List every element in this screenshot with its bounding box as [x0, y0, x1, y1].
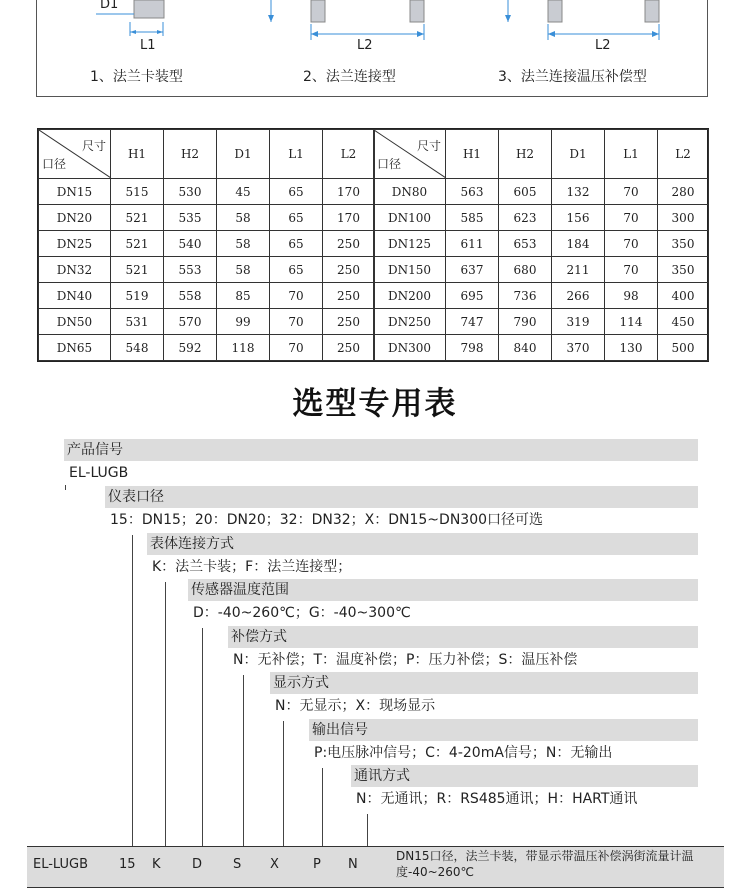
diameter-cell: DN150	[374, 257, 446, 283]
dimension-cell: 548	[111, 335, 164, 361]
diameter-cell: DN15	[39, 179, 111, 205]
dimension-cell: 798	[446, 335, 499, 361]
dimension-cell: 58	[217, 231, 270, 257]
table-body-right	[374, 179, 709, 361]
corner-label-diameter: 口径	[42, 157, 67, 171]
selection-level-options: N：无显示；X：现场显示	[270, 694, 698, 718]
dimension-cell: 250	[323, 231, 375, 257]
table-row	[374, 231, 709, 257]
dimension-cell: 680	[499, 257, 552, 283]
dimension-cell: 558	[164, 283, 217, 309]
example-code-diameter: 15	[119, 857, 136, 872]
dimension-cell: 519	[111, 283, 164, 309]
column-header: D1	[552, 130, 605, 179]
dimension-cell: 500	[658, 335, 709, 361]
diameter-cell: DN300	[374, 335, 446, 361]
dimension-cell: 250	[323, 309, 375, 335]
dimension-cell: 98	[605, 283, 658, 309]
example-code-product: EL-LUGB	[33, 857, 89, 872]
tree-drop-line	[367, 814, 368, 846]
dimension-cell: 65	[270, 205, 323, 231]
table-row	[39, 309, 375, 335]
dimension-cell: 130	[605, 335, 658, 361]
selection-level-options: N：无补偿；T：温度补偿；P：压力补偿；S：温压补偿	[228, 648, 698, 672]
column-header: H1	[111, 130, 164, 179]
dimension-cell: 623	[499, 205, 552, 231]
dimension-cell: 65	[270, 257, 323, 283]
diagram-flange-compensation-type	[505, 0, 659, 40]
diameter-cell: DN125	[374, 231, 446, 257]
table-row	[374, 309, 709, 335]
selection-level-label: 输出信号	[309, 719, 698, 741]
dimension-cell: 540	[164, 231, 217, 257]
table-row	[374, 205, 709, 231]
column-header: H1	[446, 130, 499, 179]
column-header: L1	[605, 130, 658, 179]
dimension-cell: 535	[164, 205, 217, 231]
table-row	[39, 335, 375, 361]
table-row	[39, 179, 375, 205]
example-description: DN15口径，法兰卡装，带显示带温压补偿涡街流量计温度-40~260℃	[396, 849, 694, 879]
diameter-cell: DN100	[374, 205, 446, 231]
selection-level-options: K：法兰卡装；F：法兰连接型；	[147, 555, 698, 579]
diameter-cell: DN25	[39, 231, 111, 257]
column-header: H2	[499, 130, 552, 179]
tree-drop-line	[283, 721, 284, 846]
table-body-left	[39, 179, 375, 361]
dimension-cell: 531	[111, 309, 164, 335]
table-row	[374, 257, 709, 283]
selection-level-label: 产品信号	[64, 439, 698, 461]
dimension-cell: 70	[270, 335, 323, 361]
dimension-cell: 70	[605, 231, 658, 257]
dimension-cell: 605	[499, 179, 552, 205]
dimension-cell: 58	[217, 257, 270, 283]
dimension-cell: 736	[499, 283, 552, 309]
dimension-cell: 266	[552, 283, 605, 309]
example-code-compensation: S	[233, 857, 242, 872]
dimension-cell: 319	[552, 309, 605, 335]
diameter-cell: DN80	[374, 179, 446, 205]
caption-clamp-type: 1、法兰卡装型	[90, 69, 183, 85]
dimension-cell: 592	[164, 335, 217, 361]
dimension-cell: 300	[658, 205, 709, 231]
dimension-cell: 280	[658, 179, 709, 205]
dimension-cell: 114	[605, 309, 658, 335]
table-row	[39, 257, 375, 283]
dimension-cell: 170	[323, 205, 375, 231]
selection-level-label: 表体连接方式	[147, 533, 698, 555]
dimension-cell: 521	[111, 205, 164, 231]
dimension-cell: 65	[270, 231, 323, 257]
dimension-cell: 70	[605, 179, 658, 205]
dimension-cell: 747	[446, 309, 499, 335]
table-row	[39, 205, 375, 231]
dimension-table-left	[38, 129, 375, 361]
dimension-cell: 70	[270, 283, 323, 309]
tree-drop-line	[202, 628, 203, 846]
dimension-cell: 211	[552, 257, 605, 283]
diameter-cell: DN50	[39, 309, 111, 335]
dimension-cell: 585	[446, 205, 499, 231]
dimension-cell: 99	[217, 309, 270, 335]
table-row	[374, 335, 709, 361]
dimension-cell: 45	[217, 179, 270, 205]
example-code-connection: K	[152, 857, 161, 872]
selection-level-options: P:电压脉冲信号；C：4-20mA信号；N：无输出	[309, 741, 698, 765]
dimension-cell: 553	[164, 257, 217, 283]
caption-flange-type: 2、法兰连接型	[303, 69, 396, 85]
diagram-flange-type	[268, 0, 424, 40]
dimension-cell: 184	[552, 231, 605, 257]
dimension-cell: 350	[658, 231, 709, 257]
example-code-communication: N	[348, 857, 358, 872]
tree-drop-line	[132, 535, 133, 846]
table-corner-cell	[374, 130, 446, 179]
column-header: L1	[270, 130, 323, 179]
dimension-cell: 521	[111, 257, 164, 283]
section-title: 选型专用表	[292, 386, 458, 422]
dimension-cell: 70	[605, 257, 658, 283]
selection-level-label: 显示方式	[270, 672, 698, 694]
selection-level-options: N：无通讯；R：RS485通讯；H：HART通讯	[351, 787, 698, 811]
dimension-cell: 132	[552, 179, 605, 205]
dimension-cell: 563	[446, 179, 499, 205]
dim-label-l2: L2	[595, 38, 611, 53]
dimension-cell: 350	[658, 257, 709, 283]
table-corner-cell	[39, 130, 111, 179]
table-row	[374, 179, 709, 205]
dimension-cell: 570	[164, 309, 217, 335]
column-header: H2	[164, 130, 217, 179]
dimension-cell: 250	[323, 335, 375, 361]
column-header: D1	[217, 130, 270, 179]
corner-label-diameter: 口径	[377, 157, 402, 171]
diameter-cell: DN32	[39, 257, 111, 283]
tree-drop-line	[165, 582, 166, 846]
table-row	[374, 283, 709, 309]
dimension-cell: 58	[217, 205, 270, 231]
diameter-cell: DN20	[39, 205, 111, 231]
dimension-cell: 611	[446, 231, 499, 257]
dimension-cell: 85	[217, 283, 270, 309]
caption-flange-compensation-type: 3、法兰连接温压补偿型	[498, 69, 647, 85]
selection-level-label: 补偿方式	[228, 626, 698, 648]
selection-level-label: 通讯方式	[351, 765, 698, 787]
dimension-cell: 450	[658, 309, 709, 335]
corner-label-size: 尺寸	[416, 139, 441, 153]
selection-level-label: 传感器温度范围	[188, 579, 698, 601]
dimension-cell: 170	[323, 179, 375, 205]
dimension-cell: 521	[111, 231, 164, 257]
table-row	[39, 283, 375, 309]
dimension-cell: 840	[499, 335, 552, 361]
dimension-cell: 118	[217, 335, 270, 361]
diameter-cell: DN200	[374, 283, 446, 309]
dim-label-l1: L1	[140, 38, 156, 53]
dimension-cell: 156	[552, 205, 605, 231]
dim-label-d1: D1	[100, 0, 119, 12]
selection-level-label: 仪表口径	[105, 486, 698, 508]
dim-label-l2: L2	[357, 38, 373, 53]
dimension-cell: 250	[323, 257, 375, 283]
corner-label-size: 尺寸	[81, 139, 106, 153]
dimension-table-right	[373, 129, 709, 361]
example-code-temperature: D	[192, 857, 203, 872]
dimension-cell: 695	[446, 283, 499, 309]
table-header-row	[39, 130, 375, 179]
diameter-cell: DN40	[39, 283, 111, 309]
table-row	[39, 231, 375, 257]
column-header: L2	[323, 130, 375, 179]
dimension-cell: 653	[499, 231, 552, 257]
dimension-cell: 790	[499, 309, 552, 335]
dimension-cell: 65	[270, 179, 323, 205]
diameter-cell: DN250	[374, 309, 446, 335]
table-header-row	[374, 130, 709, 179]
dimension-cell: 250	[323, 283, 375, 309]
tree-drop-line	[243, 675, 244, 846]
dimension-cell: 70	[605, 205, 658, 231]
dimension-cell: 370	[552, 335, 605, 361]
selection-level-options: EL-LUGB	[64, 461, 698, 485]
column-header: L2	[658, 130, 709, 179]
diameter-cell: DN65	[39, 335, 111, 361]
selection-level-options: D：-40~260℃；G：-40~300℃	[188, 601, 698, 625]
selection-level-options: 15：DN15；20：DN20；32：DN32；X：DN15~DN300口径可选	[105, 508, 698, 532]
tree-drop-line	[322, 768, 323, 846]
dimension-cell: 637	[446, 257, 499, 283]
dimension-cell: 70	[270, 309, 323, 335]
dimension-cell: 515	[111, 179, 164, 205]
example-code-display: X	[270, 857, 279, 872]
dimension-cell: 400	[658, 283, 709, 309]
example-code-output: P	[313, 857, 321, 872]
dimension-cell: 530	[164, 179, 217, 205]
